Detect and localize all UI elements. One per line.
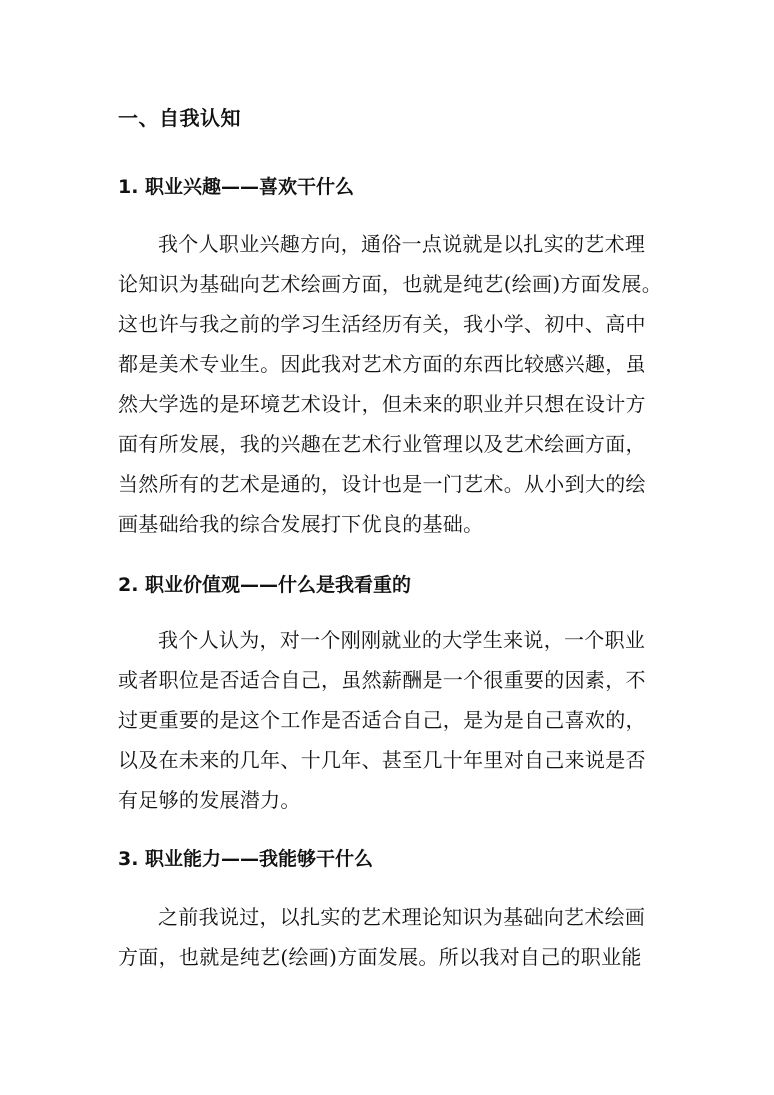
paragraph-line: 我个人职业兴趣方向，通俗一点说就是以扎实的艺术理 [158,232,646,256]
paragraph-career-ability [118,897,678,977]
subheading-career-interest: 1. 职业兴趣——喜欢干什么 [118,176,355,198]
paragraph-line: 方面，也就是纯艺(绘画)方面发展。所以我对自己的职业能 [118,945,642,969]
paragraph-line: 以及在未来的几年、十几年、甚至几十年里对自己来说是否 [118,748,646,772]
paragraph-career-interest [118,224,678,544]
paragraph-line: 都是美术专业生。因此我对艺术方面的东西比较感兴趣，虽 [118,352,646,376]
paragraph-line: 画基础给我的综合发展打下优良的基础。 [118,512,484,536]
paragraph-line: 过更重要的是这个工作是否适合自己，是为是自己喜欢的， [118,708,646,732]
paragraph-line: 或者职位是否适合自己，虽然薪酬是一个很重要的因素，不 [118,668,646,692]
paragraph-line: 论知识为基础向艺术绘画方面，也就是纯艺(绘画)方面发展。 [118,272,663,296]
paragraph-line: 之前我说过，以扎实的艺术理论知识为基础向艺术绘画 [158,905,646,929]
paragraph-line: 面有所发展，我的兴趣在艺术行业管理以及艺术绘画方面， [118,432,646,456]
paragraph-line: 我个人认为，对一个刚刚就业的大学生来说，一个职业 [158,628,646,652]
section-title: 一、自我认知 [118,106,241,130]
subheading-career-values: 2. 职业价值观——什么是我看重的 [118,574,412,596]
paragraph-line: 这也许与我之前的学习生活经历有关，我小学、初中、高中 [118,312,646,336]
paragraph-line: 有足够的发展潜力。 [118,788,301,812]
paragraph-line: 然大学选的是环境艺术设计，但未来的职业并只想在设计方 [118,392,646,416]
paragraph-career-values [118,620,678,820]
subheading-career-ability: 3. 职业能力——我能够干什么 [118,848,374,870]
paragraph-line: 当然所有的艺术是通的，设计也是一门艺术。从小到大的绘 [118,472,646,496]
